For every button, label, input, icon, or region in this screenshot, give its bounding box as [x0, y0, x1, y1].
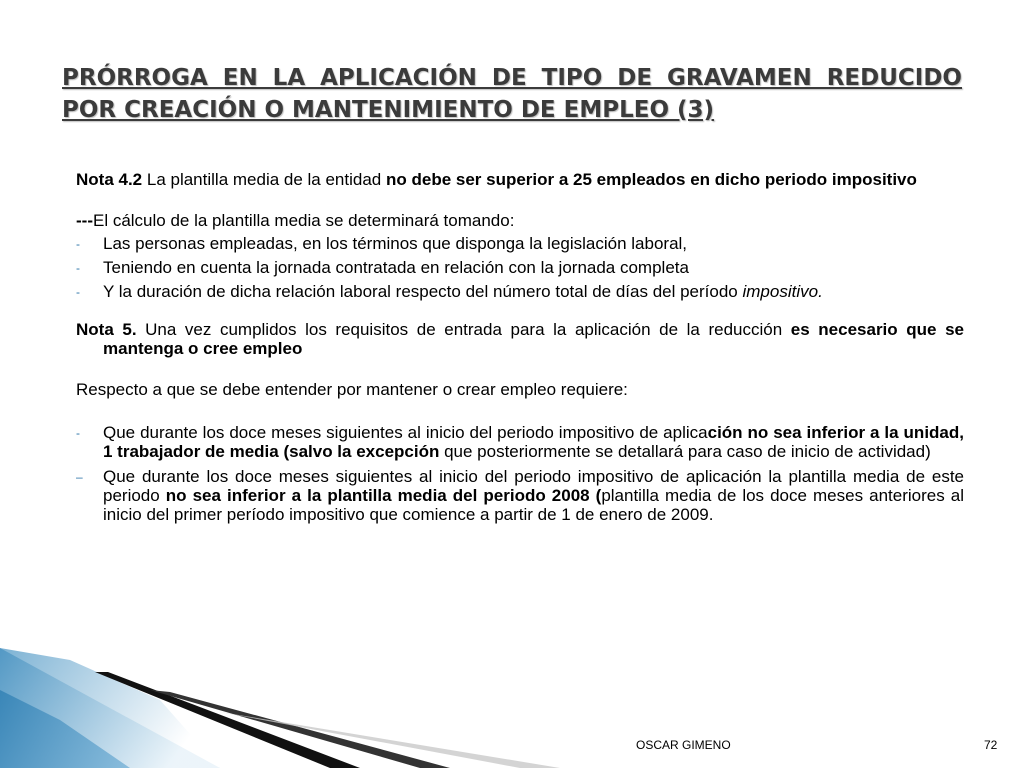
- list-item-italic: impositivo.: [742, 282, 823, 301]
- nota-4-2-bold: no debe ser superior a 25 empleados en dicho periodo impositivo: [385, 170, 917, 189]
- dash-bullet-icon: -: [76, 285, 80, 299]
- list-item-text: Las personas empleadas, en los términos que disponga la legislación laboral,: [103, 234, 688, 253]
- dash-bullet-icon: -: [76, 237, 80, 251]
- page-title: PRÓRROGA EN LA APLICACIÓN DE TIPO DE GRAVAMEN REDUCIDO POR CREACIÓN O MANTENIMIENTO DE EMPLEO (3): [62, 65, 962, 123]
- nota-5: [76, 320, 964, 358]
- nota-4-2-label: Nota 4.2: [76, 170, 143, 189]
- nota-5-label: Nota 5.: [76, 320, 137, 339]
- nota-5-text: Una vez cumplidos los requisitos de entrada para la aplicación de la reducción: [136, 320, 791, 339]
- footer-author: OSCAR GIMENO: [636, 738, 731, 752]
- list-item-text: Y la duración de dicha relación laboral respecto del número total de días del período: [103, 282, 743, 301]
- dash-bullet-icon: -: [76, 426, 80, 440]
- list-item: [76, 282, 964, 301]
- calc-text: El cálculo de la plantilla media se determinará tomando:: [92, 211, 515, 230]
- respecto-text: Respecto a que se debe entender por mantener o crear empleo requiere:: [76, 380, 628, 399]
- list-item: [76, 234, 964, 253]
- page-number: 72: [984, 738, 998, 752]
- calc-prefix: ---: [76, 211, 93, 230]
- nota-4-2-text: La plantilla media de la entidad: [142, 170, 386, 189]
- requirement-1-text: Que durante los doce meses siguientes al inicio del periodo impositivo de aplica: [103, 423, 708, 442]
- requirement-1-tail: que posteriormente se detallará para caso de inicio de actividad): [439, 442, 931, 461]
- calc-intro: [76, 211, 964, 230]
- slide-body: [76, 170, 964, 529]
- list-item-text: Teniendo en cuenta la jornada contratada en relación con la jornada completa: [103, 258, 689, 277]
- requirement-2: [76, 467, 964, 524]
- requirement-1-bold: ción no sea inferior a la unidad, 1 trabajador de media (salvo la excepción: [103, 423, 964, 461]
- dash-bullet-icon: –: [76, 470, 83, 484]
- requirement-2-bold: no sea inferior a la plantilla media del periodo 2008 (: [165, 486, 602, 505]
- requirement-2-text: Que durante los doce meses siguientes al inicio del periodo impositivo de aplicación la plantilla media de este periodo: [103, 467, 964, 505]
- requirement-2-tail: plantilla media de los doce meses anteriores al inicio del primer período impositivo que comience a partir de 1 de enero de 2009.: [103, 486, 964, 524]
- nota-4-2: [76, 170, 964, 189]
- requirement-1: [76, 423, 964, 461]
- nota-5-bold: es necesario que se mantenga o cree empleo: [103, 320, 964, 358]
- dash-bullet-icon: -: [76, 261, 80, 275]
- list-item: [76, 258, 964, 277]
